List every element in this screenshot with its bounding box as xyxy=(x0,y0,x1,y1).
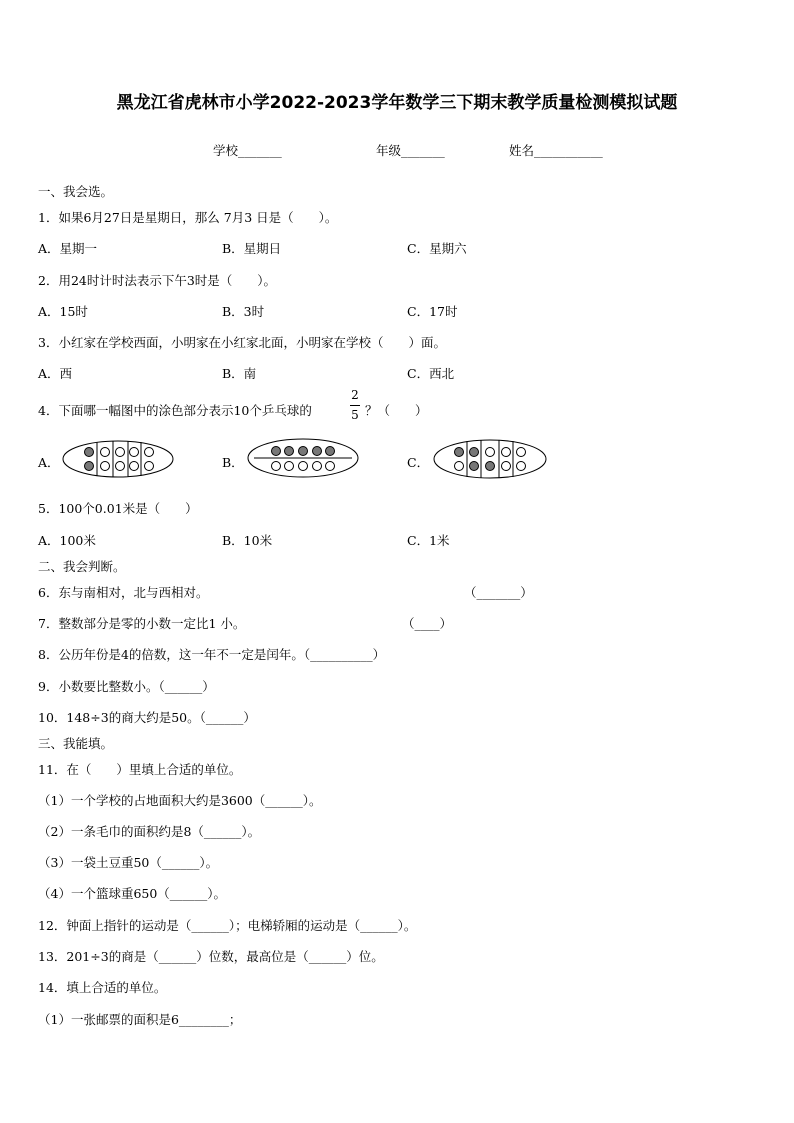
fraction-denominator: 5 xyxy=(351,408,359,422)
ball-figure-c xyxy=(433,438,547,480)
question-stem: 3．小红家在学校西面，小明家在小红家北面，小明家在学校（ ）面。 xyxy=(38,335,446,350)
fraction-bar xyxy=(350,405,360,406)
question-stem: 9．小数要比整数小。（______） xyxy=(38,679,215,694)
option-b: B．3时 xyxy=(222,304,265,319)
sub-question: （2）一条毛巾的面积约是8（______）。 xyxy=(38,824,261,839)
option-a: A．星期一 xyxy=(38,241,98,256)
ball-figure-a xyxy=(62,439,174,479)
question-stem: 1．如果6月27日是星期日，那么 7月3 日是（ ）。 xyxy=(38,210,338,225)
question-stem: 8．公历年份是4的倍数，这一年不一定是闰年。（__________） xyxy=(38,647,386,662)
question-stem: 6．东与南相对，北与西相对。 xyxy=(38,585,209,600)
option-c: C．西北 xyxy=(407,366,455,381)
question-stem: 2．用24时计时法表示下午3时是（ ）。 xyxy=(38,273,277,288)
question-stem: 4．下面哪一幅图中的涂色部分表示10个乒乓球的 xyxy=(38,403,312,418)
page-title: 黑龙江省虎林市小学2022-2023学年数学三下期末教学质量检测模拟试题 xyxy=(116,93,678,113)
option-b: B．星期日 xyxy=(222,241,282,256)
fraction-numerator: 2 xyxy=(351,388,359,402)
option-a: A．15时 xyxy=(38,304,88,319)
option-b: B．南 xyxy=(222,366,257,381)
question-stem: 14．填上合适的单位。 xyxy=(38,980,167,995)
question-stem: 5．100个0.01米是（ ） xyxy=(38,501,198,516)
option-a: A．100米 xyxy=(38,533,96,548)
question-stem: 7．整数部分是零的小数一定比1 小。 xyxy=(38,616,246,631)
question-tail: ？（ ） xyxy=(365,403,428,418)
sub-question: （1）一个学校的占地面积大约是3600（______）。 xyxy=(38,793,322,808)
option-c: C．17时 xyxy=(407,304,458,319)
sub-question: （3）一袋土豆重50（______）。 xyxy=(38,855,219,870)
section-heading: 三、我能填。 xyxy=(38,736,114,751)
sub-question: （4）一个篮球重650（______）。 xyxy=(38,886,227,901)
school-field: 学校_______ xyxy=(213,143,282,158)
option-b: B． xyxy=(222,455,244,470)
option-a: A． xyxy=(38,455,60,470)
option-c: C．1米 xyxy=(407,533,450,548)
question-stem: 12．钟面上指针的运动是（______）；电梯轿厢的运动是（______）。 xyxy=(38,918,417,933)
option-b: B．10米 xyxy=(222,533,273,548)
question-stem: 11．在（ ）里填上合适的单位。 xyxy=(38,762,242,777)
answer-blank: （____） xyxy=(402,616,453,631)
section-heading: 二、我会判断。 xyxy=(38,559,126,574)
question-stem: 10．148÷3的商大约是50。（______） xyxy=(38,710,256,725)
section-heading: 一、我会选。 xyxy=(38,184,114,199)
ball-figure-b xyxy=(247,437,359,479)
question-stem: 13．201÷3的商是（______）位数，最高位是（______）位。 xyxy=(38,949,384,964)
option-a: A．西 xyxy=(38,366,73,381)
answer-blank: （_______） xyxy=(464,585,533,600)
option-c: C． xyxy=(407,455,430,470)
option-c: C．星期六 xyxy=(407,241,467,256)
sub-question: （1）一张邮票的面积是6________； xyxy=(38,1012,242,1027)
name-field: 姓名___________ xyxy=(509,143,603,158)
grade-field: 年级_______ xyxy=(376,143,445,158)
